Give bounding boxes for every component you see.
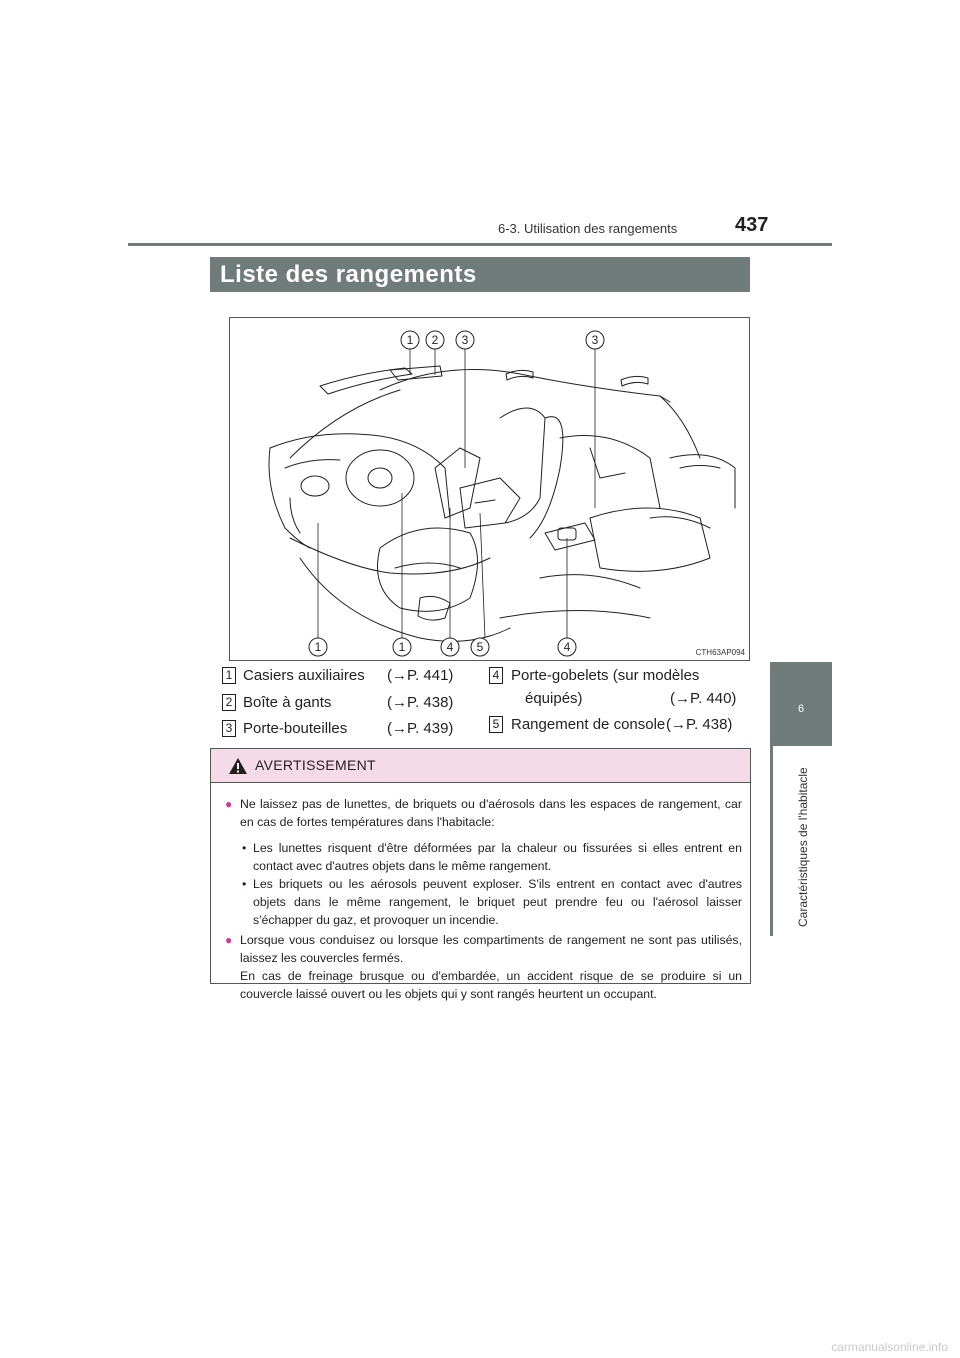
legend-number-5: 5 bbox=[489, 716, 503, 733]
sub-bullet-icon: • bbox=[242, 841, 247, 855]
legend-number-4: 4 bbox=[489, 667, 503, 684]
legend-label-5: Rangement de console bbox=[511, 716, 666, 733]
legend-label-1: Casiers auxiliaires bbox=[243, 667, 365, 684]
header-rule bbox=[128, 243, 832, 246]
warning-sub-1 bbox=[225, 839, 742, 875]
warning-bullet-1 bbox=[225, 795, 742, 831]
warning-box bbox=[210, 748, 751, 1001]
legend-number-2: 2 bbox=[222, 694, 236, 711]
watermark: carmanualsonline.info bbox=[831, 1340, 948, 1354]
legend-label-4: Porte-gobelets (sur modèles bbox=[511, 667, 700, 684]
car-interior-drawing bbox=[230, 318, 749, 660]
callout-bottom-2: 1 bbox=[398, 640, 406, 654]
legend-label-4-cont: équipés) bbox=[525, 690, 583, 707]
legend-label-3: Porte-bouteilles bbox=[243, 720, 348, 737]
callout-bottom-3: 4 bbox=[446, 640, 454, 654]
legend-number-3: 3 bbox=[222, 720, 236, 737]
legend-ref-2: (→P. 438) bbox=[387, 694, 454, 711]
bullet-dot-icon: ● bbox=[225, 933, 233, 947]
warning-triangle-icon bbox=[228, 757, 248, 775]
interior-illustration bbox=[229, 317, 750, 661]
callout-top-2: 2 bbox=[431, 333, 439, 347]
warning-bullet-2-text: Lorsque vous conduisez ou lorsque les compartiments de rangement ne sont pas utilisés, laissez les couvercles fermés. bbox=[240, 933, 742, 965]
warning-bullet-2 bbox=[225, 931, 742, 1003]
callout-bottom-5: 4 bbox=[563, 640, 571, 654]
warning-sub-1-text: Les lunettes risquent d'être déformées par la chaleur ou fissurées si elles entrent en contact avec d'autres objets dans le même rangement. bbox=[253, 841, 742, 873]
legend-number-1: 1 bbox=[222, 667, 236, 684]
callout-bottom-1: 1 bbox=[314, 640, 322, 654]
sub-bullet-icon: • bbox=[242, 877, 247, 891]
legend-ref-4: (→P. 440) bbox=[670, 690, 737, 707]
warning-sub-2 bbox=[225, 875, 742, 929]
page-number: 437 bbox=[735, 214, 769, 236]
callout-top-1: 1 bbox=[406, 333, 414, 347]
warning-body bbox=[225, 795, 742, 1003]
legend-label-2: Boîte à gants bbox=[243, 694, 332, 711]
legend-ref-5: (→P. 438) bbox=[666, 716, 733, 733]
warning-sub-2-text: Les briquets ou les aérosols peuvent exploser. S'ils entrent en contact avec d'autres objets dans le même rangement, le briquet peut prendre feu ou l'aérosol laisser s'échapper du gaz, et provoquer un incendie. bbox=[253, 877, 742, 927]
warning-header bbox=[211, 749, 750, 783]
chapter-number: 6 bbox=[797, 703, 805, 715]
callout-top-4: 3 bbox=[591, 333, 599, 347]
bullet-dot-icon: ● bbox=[225, 797, 233, 811]
section-title: Liste des rangements bbox=[210, 257, 750, 292]
legend-ref-1: (→P. 441) bbox=[387, 667, 454, 684]
warning-title: AVERTISSEMENT bbox=[255, 757, 376, 773]
chapter-label: Caractéristiques de l'habitacle bbox=[796, 767, 810, 927]
legend-ref-3: (→P. 439) bbox=[387, 720, 454, 737]
header-section-title: 6-3. Utilisation des rangements bbox=[498, 221, 678, 236]
chapter-side-bar bbox=[770, 746, 773, 936]
chapter-tab bbox=[770, 662, 832, 746]
callout-top-3: 3 bbox=[461, 333, 469, 347]
warning-bullet-1-text: Ne laissez pas de lunettes, de briquets ou d'aérosols dans les espaces de rangement, car en cas de fortes températures dans l'habitacle: bbox=[240, 797, 742, 829]
callout-bottom-4: 5 bbox=[476, 640, 484, 654]
figure-code: CTH63AP094 bbox=[695, 648, 745, 657]
warning-bullet-2-text-cont: En cas de freinage brusque ou d'embardée, un accident risque de se produire si un couvercle laissé ouvert ou les objets qui y sont rangés heurtent un occupant. bbox=[240, 969, 742, 1001]
